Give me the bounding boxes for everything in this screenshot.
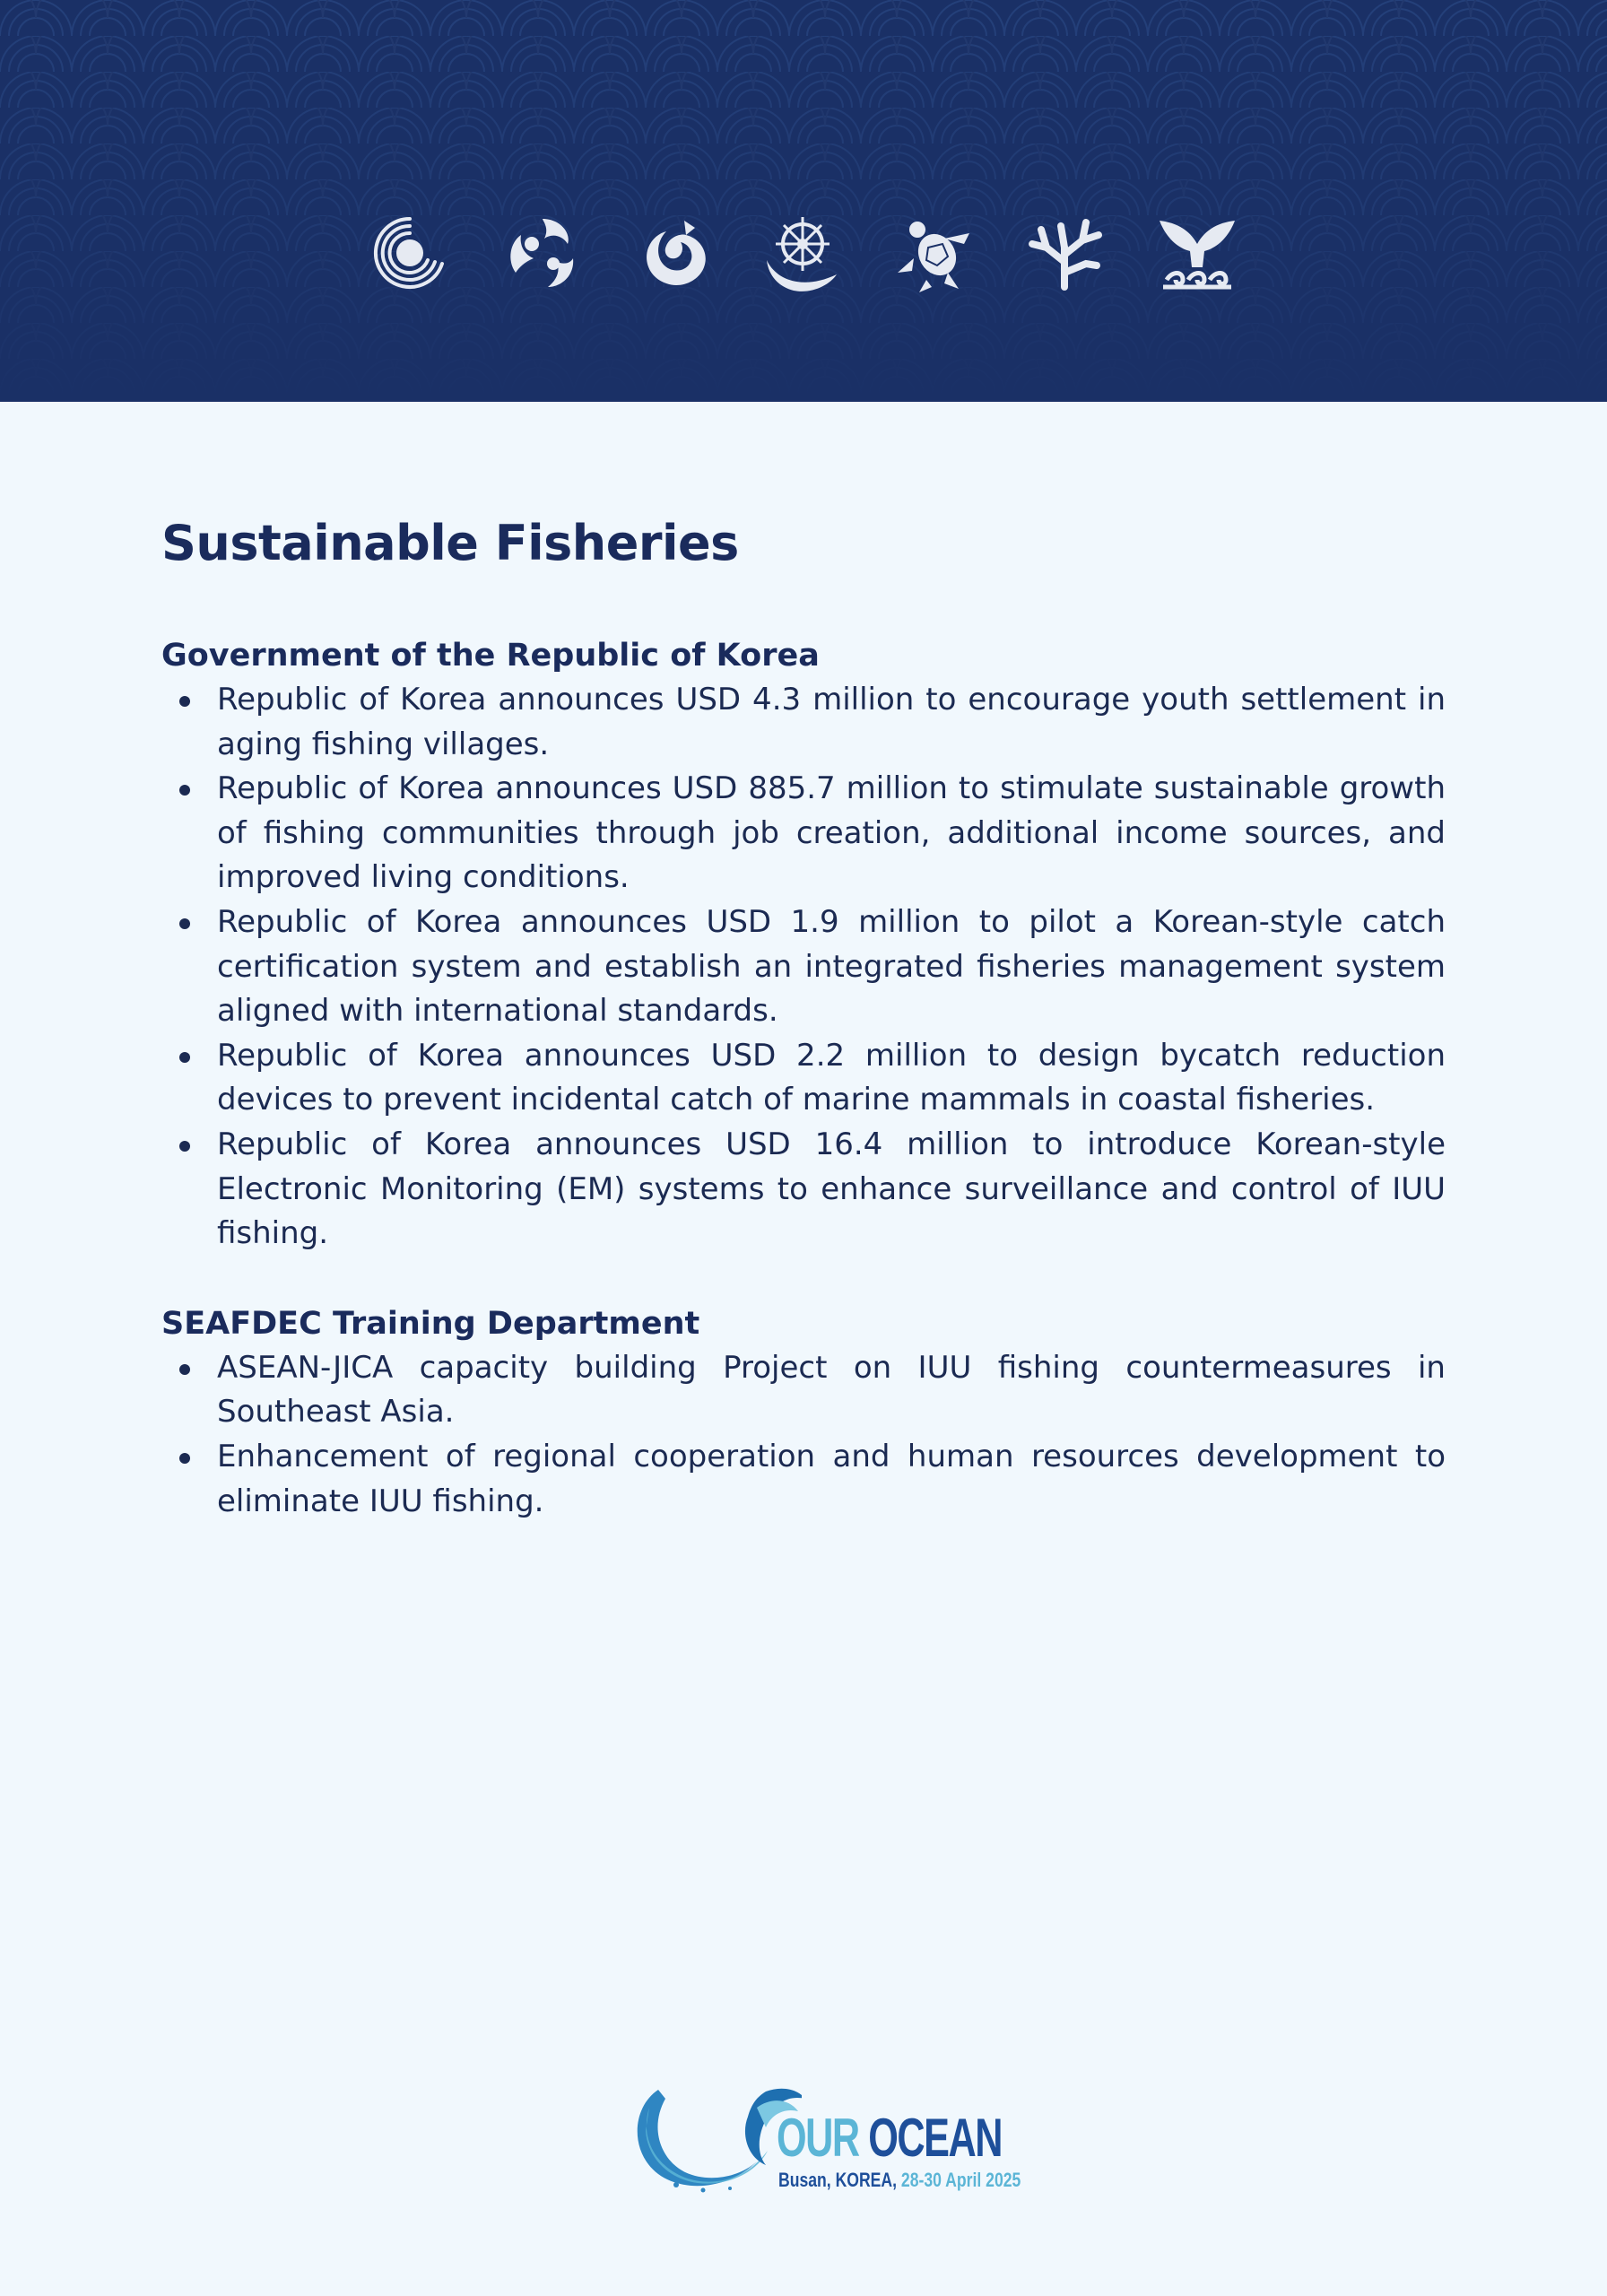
- main-content: [161, 508, 1446, 1569]
- logo-location: Busan, KOREA,: [778, 2169, 898, 2191]
- concentric-spiral-icon: [363, 208, 453, 298]
- list-item-text: ASEAN-JICA capacity building Project on IUU fishing countermeasures in Southeast Asia.: [217, 1349, 1446, 1431]
- page-title: Sustainable Fisheries: [161, 515, 739, 571]
- list-item-text: Republic of Korea announces USD 4.3 million to encourage youth settlement in aging fishing villages.: [217, 682, 1446, 762]
- whale-tail-icon: [1152, 208, 1242, 298]
- list-item: [161, 678, 1446, 767]
- bullet-list: [161, 678, 1446, 1257]
- coral-icon: [1020, 208, 1109, 298]
- section-heading: SEAFDEC Training Department: [161, 1305, 700, 1342]
- list-item-text: Enhancement of regional cooperation and human resources development to eliminate IUU fishing.: [217, 1438, 1446, 1519]
- section-korea: [161, 633, 1446, 1257]
- wave-swirl-icon: [622, 2072, 802, 2197]
- wave-curl-icon: [630, 208, 720, 298]
- bullet-list: [161, 1346, 1446, 1524]
- logo-dates: 28-30 April 2025: [900, 2169, 1021, 2191]
- bullet-dot: [179, 1453, 190, 1464]
- list-item: [161, 1346, 1446, 1435]
- list-item: [161, 900, 1446, 1034]
- bullet-dot: [179, 1052, 190, 1063]
- list-item-text: Republic of Korea announces USD 1.9 million to pilot a Korean-style catch certification system and establish an integrated fisheries management system aligned with international standards.: [217, 903, 1446, 1030]
- logo-wordmark: [777, 2109, 1002, 2167]
- list-item: [161, 1435, 1446, 1524]
- list-item: [161, 767, 1446, 900]
- bullet-dot: [179, 918, 190, 929]
- logo-word-our: OUR: [777, 2108, 859, 2168]
- list-item-text: Republic of Korea announces USD 2.2 million to design bycatch reduction devices to prevent incidental catch of marine mammals in coastal fisheries.: [217, 1037, 1446, 1118]
- bullet-dot: [179, 785, 190, 796]
- logo-word-ocean: OCEAN: [868, 2108, 1003, 2168]
- list-item: [161, 1034, 1446, 1123]
- header-banner: [0, 0, 1607, 402]
- section-heading: Government of the Republic of Korea: [161, 638, 820, 674]
- list-item-text: Republic of Korea announces USD 16.4 million to introduce Korean-style Electronic Monitoring (EM) systems to enhance surveillance and control of IUU fishing.: [217, 1126, 1446, 1252]
- bullet-dot: [179, 1141, 190, 1152]
- bullet-dot: [179, 696, 190, 707]
- ship-wheel-icon: [758, 208, 847, 298]
- list-item-text: Republic of Korea announces USD 885.7 million to stimulate sustainable growth of fishing communities through job creation, additional income sources, and improved living conditions.: [217, 770, 1446, 896]
- bullet-dot: [179, 1364, 190, 1375]
- list-item: [161, 1123, 1446, 1257]
- our-ocean-logo: [622, 2072, 1021, 2197]
- sea-turtle-icon: [892, 208, 982, 298]
- logo-subtitle: [778, 2169, 1021, 2192]
- fish-circle-icon: [498, 208, 587, 298]
- icon-row: [0, 208, 1607, 307]
- section-seafdec: [161, 1301, 1446, 1524]
- wave-pattern-background: [0, 0, 1607, 402]
